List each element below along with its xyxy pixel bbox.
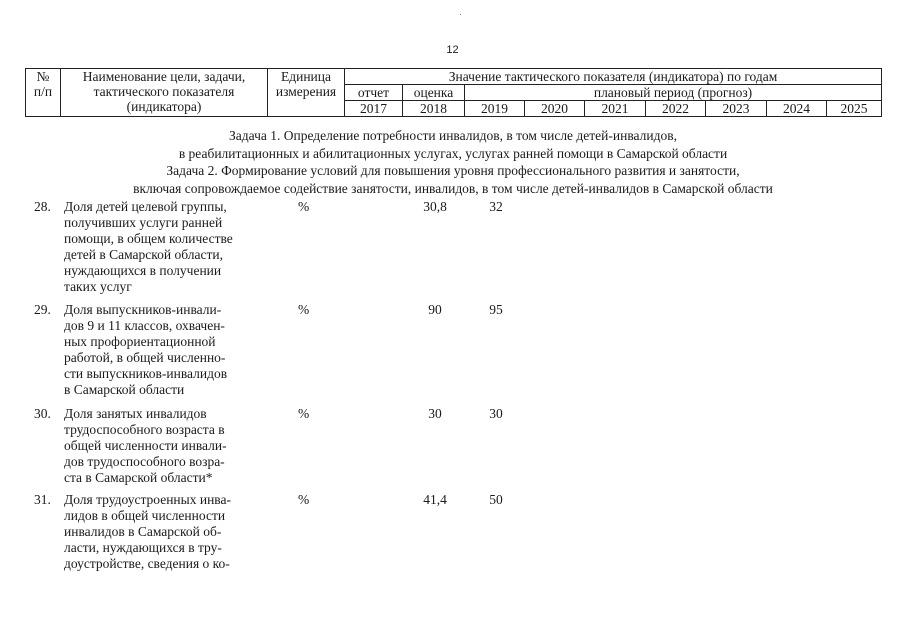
row-name-line: Доля детей целевой группы, <box>64 199 227 214</box>
row-indicator-name <box>64 199 264 295</box>
header-planned: плановый период (прогноз) <box>465 85 882 101</box>
header-year: 2018 <box>403 101 465 117</box>
header-estimate: оценка <box>403 85 465 101</box>
row-name-line: работой, в общей численно- <box>64 350 226 365</box>
row-name-line: инвалидов в Самарской об- <box>64 524 222 539</box>
row-value-2019: 30 <box>489 406 503 421</box>
row-value-2018: 90 <box>428 302 442 317</box>
indicator-table-header <box>25 68 882 117</box>
row-value-2018: 30,8 <box>423 199 447 214</box>
row-value-2019: 32 <box>489 199 503 214</box>
header-year: 2025 <box>827 101 882 117</box>
row-name-line: дов 9 и 11 классов, охвачен- <box>64 318 225 333</box>
row-name-line: доустройстве, сведения о ко- <box>64 556 230 571</box>
header-name-line1: Наименование цели, задачи, <box>82 69 246 84</box>
header-year: 2021 <box>585 101 646 117</box>
header-year: 2019 <box>465 101 525 117</box>
row-indicator-name <box>64 492 264 572</box>
header-unit-line1: Единица <box>280 69 331 84</box>
row-name-line: таких услуг <box>64 279 132 294</box>
row-unit: % <box>298 492 310 507</box>
task-line: Задача 2. Формирование условий для повышения уровня профессионального развития и занятости, <box>166 163 740 178</box>
row-unit: % <box>298 406 310 421</box>
header-number-cell <box>26 69 61 117</box>
row-name-line: получивших услуги ранней <box>64 215 223 230</box>
header-report: отчет <box>345 85 403 101</box>
row-value-2019: 50 <box>489 492 503 507</box>
task-line: Задача 1. Определение потребности инвалидов, в том числе детей-инвалидов, <box>229 128 677 143</box>
row-name-line: ных профориентационной <box>64 334 216 349</box>
header-year: 2023 <box>706 101 767 117</box>
task-line: в реабилитационных и абилитационных услугах, услугах ранней помощи в Самарской области <box>178 146 728 161</box>
row-name-line: ста в Самарской области* <box>64 470 213 485</box>
row-name-line: в Самарской области <box>64 382 185 397</box>
row-name-line: лидов в общей численности <box>64 508 226 523</box>
header-unit-cell <box>268 69 345 117</box>
row-value-2019: 95 <box>489 302 503 317</box>
page-number: 12 <box>446 44 459 56</box>
row-name-line: дов трудоспособного возра- <box>64 454 225 469</box>
row-value-2018: 41,4 <box>423 492 447 507</box>
row-number: 28. <box>34 199 51 214</box>
row-name-line: детей в Самарской области, <box>64 247 224 262</box>
row-name-line: Доля трудоустроенных инва- <box>64 492 231 507</box>
row-name-line: Доля занятых инвалидов <box>64 406 207 421</box>
header-name-cell <box>61 69 268 117</box>
row-number: 31. <box>34 492 51 507</box>
header-year: 2017 <box>345 101 403 117</box>
header-year: 2024 <box>767 101 827 117</box>
header-year: 2022 <box>646 101 706 117</box>
row-unit: % <box>298 199 310 214</box>
row-value-2018: 30 <box>428 406 442 421</box>
row-name-line: общей численности инвали- <box>64 438 227 453</box>
task-line: включая сопровождаемое содействие занятости, инвалидов, в том числе детей-инвалидов в Самарской области <box>133 181 773 196</box>
row-name-line: Доля выпускников-инвали- <box>64 302 222 317</box>
row-name-line: помощи, в общем количестве <box>64 231 233 246</box>
header-year: 2020 <box>525 101 585 117</box>
header-number-line2: п/п <box>33 84 53 99</box>
header-name-line2: тактического показателя <box>93 84 235 99</box>
row-name-line: сти выпускников-инвалидов <box>64 366 228 381</box>
row-number: 30. <box>34 406 51 421</box>
row-unit: % <box>298 302 310 317</box>
row-name-line: ласти, нуждающихся в тру- <box>64 540 222 555</box>
row-indicator-name <box>64 406 264 486</box>
header-unit-line2: измерения <box>275 84 337 99</box>
row-number: 29. <box>34 302 51 317</box>
stray-dot <box>460 14 461 15</box>
header-name-line3: (индикатора) <box>126 99 202 114</box>
header-values-title: Значение тактического показателя (индикатора) по годам <box>345 69 882 85</box>
row-name-line: нуждающихся в получении <box>64 263 222 278</box>
row-indicator-name <box>64 302 264 398</box>
row-name-line: трудоспособного возраста в <box>64 422 225 437</box>
header-number-line1: № <box>36 69 50 84</box>
